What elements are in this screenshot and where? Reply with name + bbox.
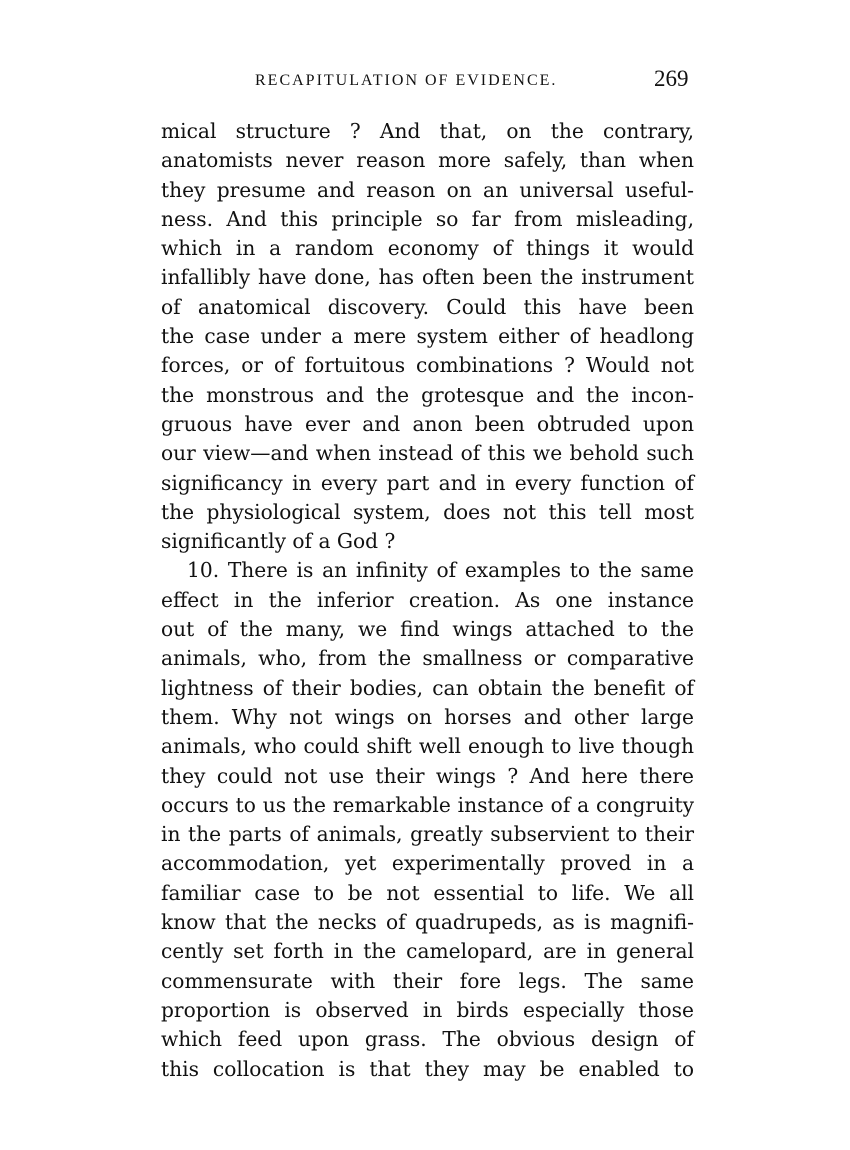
paragraph-start-line: 10. There is an infinity of examples to the same	[187, 558, 694, 583]
text-line: which in a random economy of things it would	[161, 236, 694, 261]
text-line: ness. And this principle so far from misleading,	[161, 206, 694, 231]
text-line: they could not use their wings ? And here there	[161, 763, 694, 788]
text-line: them. Why not wings on horses and other large	[161, 704, 694, 729]
text-line: in the parts of animals, greatly subservient to their	[161, 822, 694, 847]
text-line: this collocation is that they may be enabled to	[161, 1056, 694, 1081]
text-line: significantly of a God ?	[161, 529, 396, 554]
text-line: accommodation, yet experimentally proved in a	[161, 851, 694, 876]
page-number: 269	[654, 66, 689, 91]
text-line: mical structure ? And that, on the contrary,	[161, 119, 694, 143]
text-line: the physiological system, does not this tell most	[161, 499, 694, 524]
text-line: anatomists never reason more safely, than when	[161, 148, 694, 173]
text-line: forces, or of fortuitous combinations ? Would not	[161, 353, 694, 378]
text-line: occurs to us the remarkable instance of a congruity	[161, 792, 694, 817]
text-line: the monstrous and the grotesque and the incon-	[161, 382, 694, 407]
text-line: our view—and when instead of this we behold such	[161, 441, 694, 466]
text-line: significancy in every part and in every function of	[161, 470, 694, 495]
text-line: animals, who could shift well enough to live though	[161, 734, 694, 759]
text-line: commensurate with their fore legs. The same	[161, 968, 694, 993]
running-head: RECAPITULATION OF EVIDENCE.	[255, 72, 558, 89]
text-line: know that the necks of quadrupeds, as is magnifi-	[161, 910, 694, 935]
text-line: out of the many, we find wings attached to the	[161, 617, 694, 642]
text-line: the case under a mere system either of headlong	[161, 324, 694, 349]
text-line: animals, who, from the smallness or comparative	[161, 646, 694, 671]
body-text	[161, 117, 694, 1084]
text-line: proportion is observed in birds especially those	[161, 997, 694, 1022]
text-line: of anatomical discovery. Could this have been	[161, 294, 694, 319]
text-line: lightness of their bodies, can obtain the benefit of	[161, 675, 694, 700]
text-line: they presume and reason on an universal useful-	[161, 177, 694, 202]
text-line: familiar case to be not essential to life. We all	[161, 880, 694, 905]
text-line: infallibly have done, has often been the instrument	[161, 265, 694, 290]
text-line: effect in the inferior creation. As one instance	[161, 587, 694, 612]
text-line: which feed upon grass. The obvious design of	[161, 1027, 694, 1052]
text-line: gruous have ever and anon been obtruded upon	[161, 411, 694, 436]
text-line: cently set forth in the camelopard, are in general	[161, 939, 694, 964]
